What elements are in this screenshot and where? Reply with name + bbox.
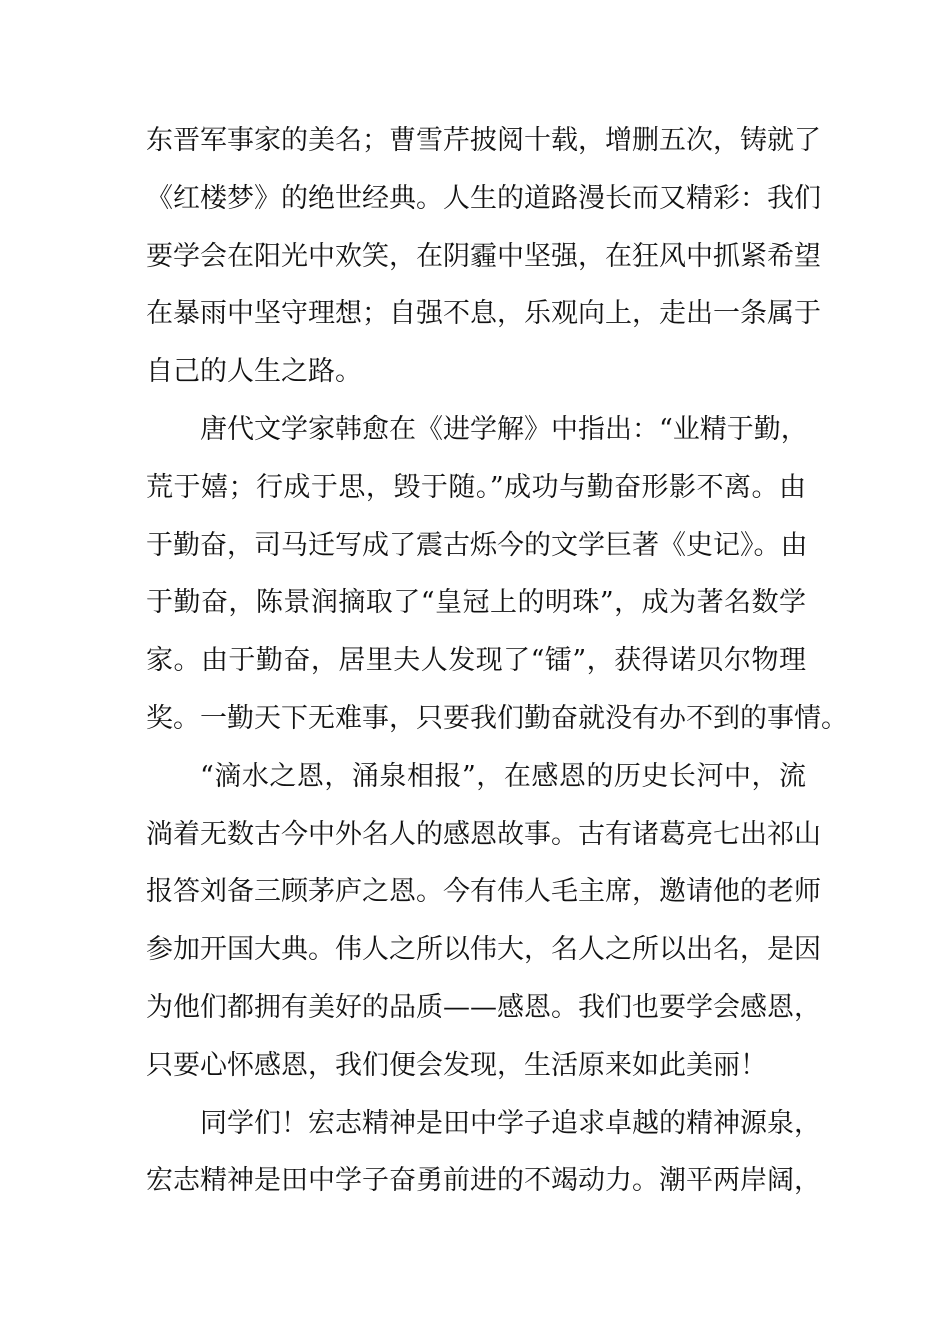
text-line: 在暴雨中坚守理想；自强不息，乐观向上，走出一条属于: [146, 298, 821, 330]
text-line: 参加开国大典。伟人之所以伟大，名人之所以出名，是因: [146, 934, 821, 966]
text-line: 《红楼梦》的绝世经典。人生的道路漫长而又精彩：我们: [146, 182, 821, 214]
text-line: 为他们都拥有美好的品质——感恩。我们也要学会感恩，: [146, 991, 821, 1023]
text-line: 只要心怀感恩，我们便会发现，生活原来如此美丽！: [146, 1049, 767, 1081]
paragraph-start-line: 同学们！宏志精神是田中学子追求卓越的精神源泉，: [200, 1107, 821, 1139]
text-line: 东晋军事家的美名；曹雪芹披阅十载，增删五次，铸就了: [146, 125, 821, 156]
paragraph-start-line: 唐代文学家韩愈在《进学解》中指出：“业精于勤，: [200, 413, 808, 445]
text-line: 淌着无数古今中外名人的感恩故事。古有诸葛亮七出祁山: [146, 818, 821, 850]
text-line: 奖。一勤天下无难事，只要我们勤奋就没有办不到的事情。: [146, 702, 848, 734]
text-line: 家。由于勤奋，居里夫人发现了“镭”，获得诺贝尔物理: [146, 645, 806, 677]
text-line: 要学会在阳光中欢笑，在阴霾中坚强，在狂风中抓紧希望: [146, 240, 821, 272]
body-text: [146, 112, 848, 1210]
paragraph-start-line: “滴水之恩，涌泉相报”，在感恩的历史长河中，流: [200, 760, 806, 792]
text-line: 自己的人生之路。: [146, 356, 362, 388]
text-line: 于勤奋，陈景润摘取了“皇冠上的明珠”，成为著名数学: [146, 587, 806, 619]
text-line: 报答刘备三顾茅庐之恩。今有伟人毛主席，邀请他的老师: [146, 876, 821, 908]
text-line: 于勤奋，司马迁写成了震古烁今的文学巨著《史记》。由: [146, 529, 808, 561]
text-line: 宏志精神是田中学子奋勇前进的不竭动力。潮平两岸阔，: [146, 1165, 821, 1197]
text-line: 荒于嬉；行成于思，毁于随。”成功与勤奋形影不离。由: [146, 471, 806, 503]
